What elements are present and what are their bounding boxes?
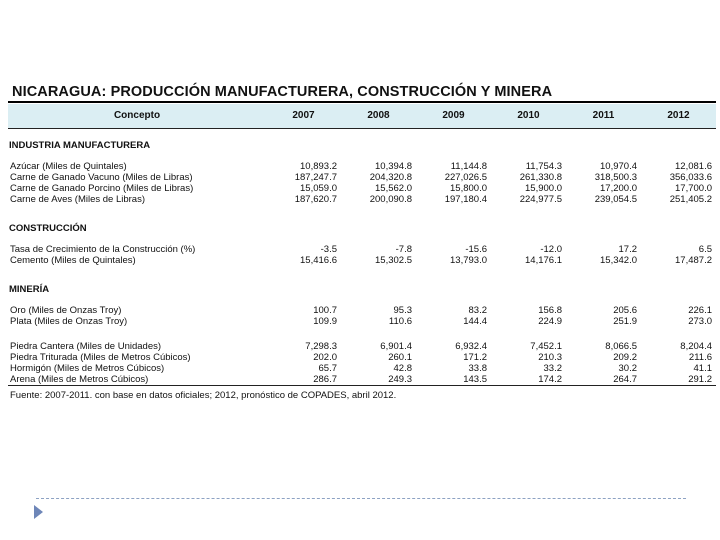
row-value: 174.2 <box>538 374 562 385</box>
row-value: 7,452.1 <box>530 341 562 352</box>
row-value: 10,893.2 <box>300 161 337 172</box>
row-value: 318,500.3 <box>594 172 637 183</box>
table-row <box>8 244 716 255</box>
table-row <box>8 194 716 205</box>
row-value: 144.4 <box>463 316 487 327</box>
row-value: 109.9 <box>313 316 337 327</box>
row-label: Azúcar (Miles de Quintales) <box>10 161 127 172</box>
row-value: 8,204.4 <box>680 341 712 352</box>
table-row <box>8 161 716 172</box>
row-value: 41.1 <box>693 363 712 374</box>
table-row <box>8 255 716 266</box>
row-value: 17,487.2 <box>675 255 712 266</box>
row-value: 100.7 <box>313 305 337 316</box>
row-value: 6.5 <box>698 244 712 255</box>
row-value: 251.9 <box>613 316 637 327</box>
table-row <box>8 374 716 385</box>
table-row <box>8 352 716 363</box>
row-value: 12,081.6 <box>675 161 712 172</box>
row-value: -7.8 <box>395 244 412 255</box>
row-label: Piedra Cantera (Miles de Unidades) <box>10 341 162 352</box>
row-value: 15,342.0 <box>600 255 637 266</box>
row-label: Hormigón (Miles de Metros Cúbicos) <box>10 363 165 374</box>
row-value: 200,090.8 <box>369 194 412 205</box>
header-concepto: Concepto <box>8 104 266 128</box>
row-label: Arena (Miles de Metros Cúbicos) <box>10 374 149 385</box>
row-value: 17,700.0 <box>675 183 712 194</box>
row-value: 264.7 <box>613 374 637 385</box>
row-label: Carne de Ganado Vacuno (Miles de Libras) <box>10 172 193 183</box>
row-value: 260.1 <box>388 352 412 363</box>
row-label: Carne de Ganado Porcino (Miles de Libras) <box>10 183 194 194</box>
row-value: 15,900.0 <box>525 183 562 194</box>
production-table-wrapper <box>8 104 716 401</box>
section-header-manufacturera <box>8 136 716 161</box>
row-value: 11,754.3 <box>525 161 562 172</box>
row-value: 143.5 <box>463 374 487 385</box>
section-title: INDUSTRIA MANUFACTURERA <box>9 140 151 151</box>
row-value: 13,793.0 <box>450 255 487 266</box>
row-value: 239,054.5 <box>594 194 637 205</box>
table-row <box>8 183 716 194</box>
table-row <box>8 305 716 316</box>
row-value: 15,416.6 <box>300 255 337 266</box>
row-value: 95.3 <box>393 305 412 316</box>
row-value: 187,247.7 <box>294 172 337 183</box>
row-value: 205.6 <box>613 305 637 316</box>
row-value: 227,026.5 <box>444 172 487 183</box>
row-value: 273.0 <box>688 316 712 327</box>
row-value: 156.8 <box>538 305 562 316</box>
section-header-mineria <box>8 280 716 305</box>
row-value: 6,932.4 <box>455 341 487 352</box>
row-label: Carne de Aves (Miles de Libras) <box>10 194 145 205</box>
row-value: 11,144.8 <box>450 161 487 172</box>
row-value: 15,059.0 <box>300 183 337 194</box>
row-value: 204,320.8 <box>369 172 412 183</box>
row-value: 15,800.0 <box>450 183 487 194</box>
header-year: 2009 <box>416 104 491 128</box>
row-value: 83.2 <box>468 305 487 316</box>
row-value: 197,180.4 <box>444 194 487 205</box>
row-value: 33.8 <box>468 363 487 374</box>
row-value: 291.2 <box>688 374 712 385</box>
row-value: 202.0 <box>313 352 337 363</box>
row-value: 10,970.4 <box>600 161 637 172</box>
section-title: CONSTRUCCIÓN <box>9 223 87 234</box>
row-value: 209.2 <box>613 352 637 363</box>
row-value: 249.3 <box>388 374 412 385</box>
row-value: 110.6 <box>388 316 412 327</box>
row-value: 251,405.2 <box>669 194 712 205</box>
row-value: 10,394.8 <box>375 161 412 172</box>
row-value: 17.2 <box>618 244 637 255</box>
row-value: 187,620.7 <box>294 194 337 205</box>
row-value: 14,176.1 <box>525 255 562 266</box>
header-year: 2010 <box>491 104 566 128</box>
row-value: 42.8 <box>393 363 412 374</box>
row-value: 171.2 <box>463 352 487 363</box>
header-year: 2007 <box>266 104 341 128</box>
header-year: 2008 <box>341 104 416 128</box>
row-label: Tasa de Crecimiento de la Construcción (%) <box>10 244 196 255</box>
row-value: 17,200.0 <box>600 183 637 194</box>
table-row <box>8 316 716 327</box>
row-value: 226.1 <box>688 305 712 316</box>
row-value: 286.7 <box>313 374 337 385</box>
row-value: 211.6 <box>688 352 712 363</box>
header-year: 2012 <box>641 104 716 128</box>
section-title: MINERÍA <box>9 284 50 295</box>
row-value: 8,066.5 <box>605 341 637 352</box>
row-value: -12.0 <box>540 244 562 255</box>
header-year: 2011 <box>566 104 641 128</box>
row-value: 65.7 <box>318 363 337 374</box>
row-value: -3.5 <box>320 244 337 255</box>
row-value: 224,977.5 <box>519 194 562 205</box>
row-value: 30.2 <box>618 363 637 374</box>
row-value: 15,302.5 <box>375 255 412 266</box>
source-note: Fuente: 2007-2011. con base en datos oficiales; 2012, pronóstico de COPADES, abril 2012. <box>10 390 397 401</box>
row-value: 210.3 <box>538 352 562 363</box>
production-table <box>8 104 716 385</box>
section-header-construccion <box>8 219 716 244</box>
page-title: NICARAGUA: PRODUCCIÓN MANUFACTURERA, CONSTRUCCIÓN Y MINERA <box>12 84 553 100</box>
row-value: 15,562.0 <box>375 183 412 194</box>
row-label: Cemento (Miles de Quintales) <box>10 255 136 266</box>
row-value: 224.9 <box>538 316 562 327</box>
table-row <box>8 341 716 352</box>
table-row <box>8 363 716 374</box>
table-row <box>8 172 716 183</box>
row-label: Plata (Miles de Onzas Troy) <box>10 316 128 327</box>
row-label: Piedra Triturada (Miles de Metros Cúbicos) <box>10 352 191 363</box>
row-value: 33.2 <box>543 363 562 374</box>
header-row <box>8 104 716 128</box>
row-value: 7,298.3 <box>305 341 337 352</box>
triangle-bullet-icon <box>34 505 43 519</box>
slide-divider <box>36 498 686 499</box>
row-value: -15.6 <box>465 244 487 255</box>
row-value: 6,901.4 <box>380 341 412 352</box>
title-rule <box>8 101 716 103</box>
row-value: 261,330.8 <box>519 172 562 183</box>
row-label: Oro (Miles de Onzas Troy) <box>10 305 122 316</box>
row-value: 356,033.6 <box>669 172 712 183</box>
